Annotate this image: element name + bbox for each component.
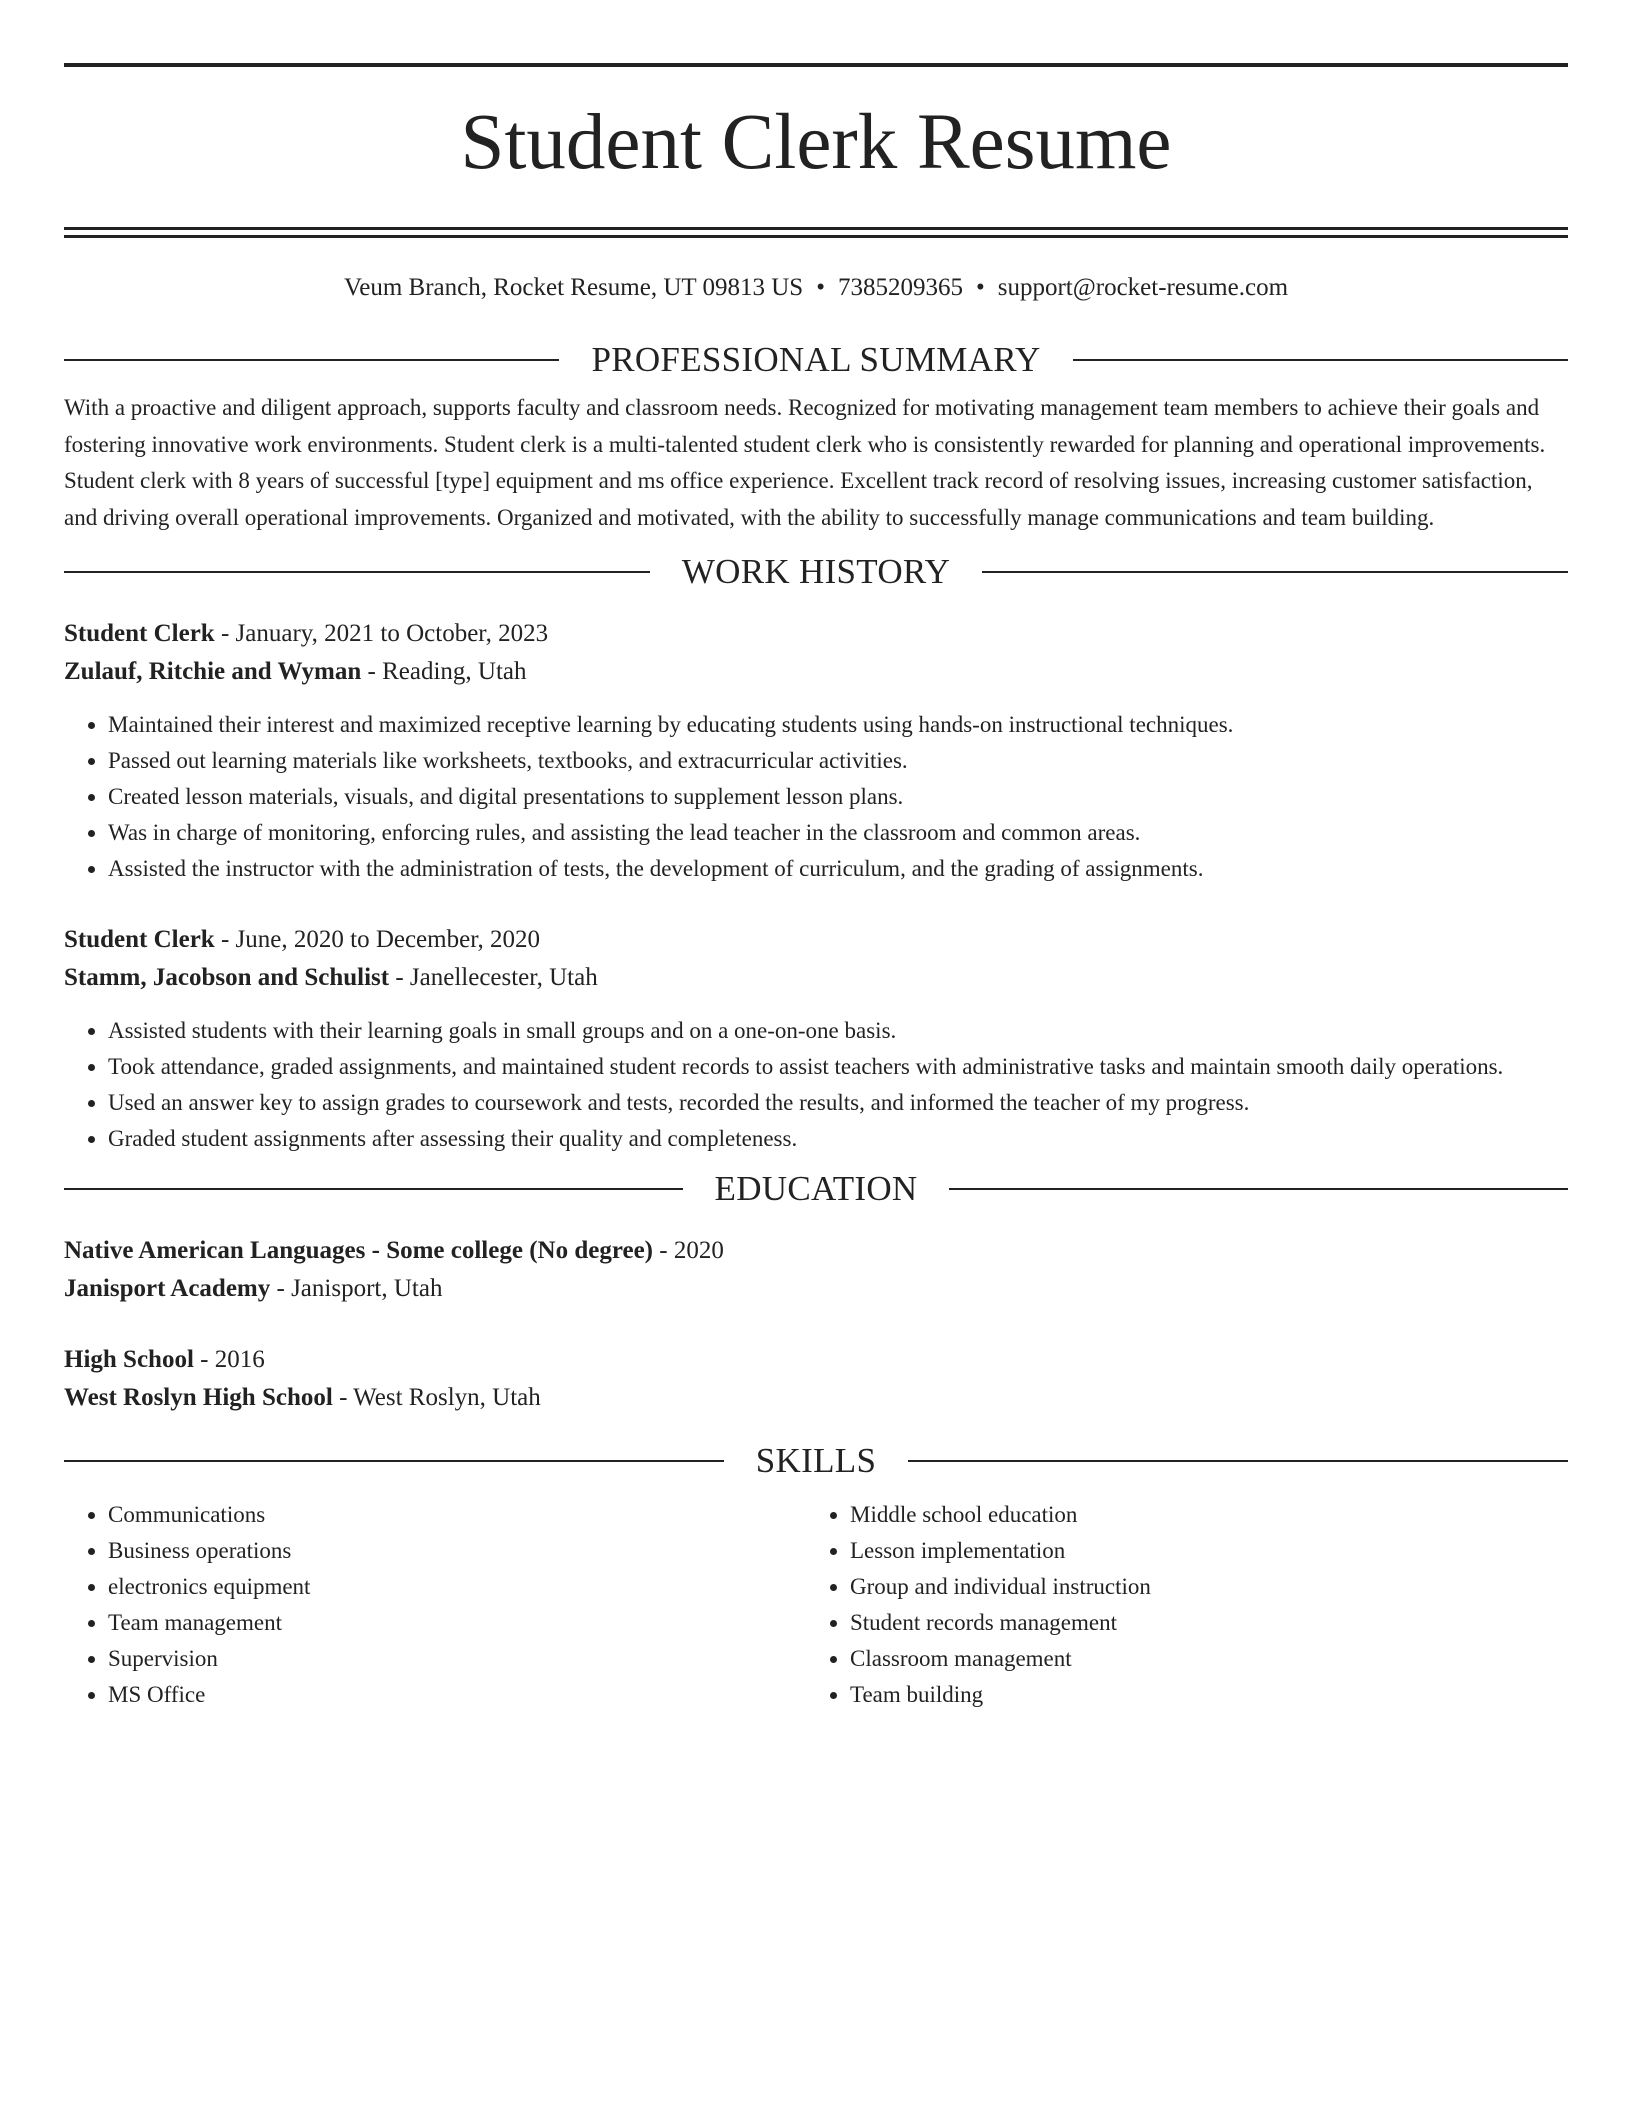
summary-text: With a proactive and diligent approach, supports faculty and classroom needs. Recognized for motivating management team members to achieve their goals and fostering innovative work environments. Student clerk is a multi-talented student clerk who is consistently rewarded for planning and operational improvements. Student clerk with 8 years of successful [type] equipment and ms office experience. Excellent track record of resolving issues, increasing customer satisfaction, and driving overall operational improvements. Organized and motivated, with the ability to successfully manage communications and team building.: [64, 395, 1546, 530]
skills-columns: [64, 1497, 1568, 1713]
job-dates: - January, 2021 to October, 2023: [214, 620, 549, 647]
school-name: West Roslyn High School: [64, 1384, 333, 1411]
education-heading-label: EDUCATION: [714, 1169, 918, 1208]
degree-name: High School: [64, 1346, 194, 1373]
skill-item: • Middle school education: [850, 1497, 1548, 1533]
degree-line: [64, 1232, 1568, 1270]
summary-heading: [64, 340, 1568, 380]
list-item: • Maintained their interest and maximized receptive learning by educating students using hands-on instructional techniques.: [108, 707, 1568, 743]
contact-line: [64, 272, 1568, 304]
degree-line: [64, 1341, 1568, 1379]
degree-year: - 2020: [653, 1237, 724, 1264]
job-company-line: [64, 653, 1568, 691]
education-heading: [64, 1169, 1568, 1209]
school-line: [64, 1270, 1568, 1308]
skill-item: • Student records management: [850, 1605, 1548, 1641]
list-item: • Took attendance, graded assignments, and maintained student records to assist teachers with administrative tasks and maintain smooth daily operations.: [108, 1049, 1568, 1085]
skill-item: • Lesson implementation: [850, 1533, 1548, 1569]
resume-title: Student Clerk Resume: [460, 99, 1172, 186]
skill-item: • MS Office: [108, 1677, 806, 1713]
skill-item: • Communications: [108, 1497, 806, 1533]
work-heading-label: WORK HISTORY: [681, 552, 951, 591]
skill-item: • Team management: [108, 1605, 806, 1641]
job-location: - Janellecester, Utah: [389, 964, 598, 991]
job-entry: [64, 921, 1568, 1157]
contact-separator: •: [975, 274, 985, 301]
skill-item: • electronics equipment: [108, 1569, 806, 1605]
contact-address: Veum Branch, Rocket Resume, UT 09813 US: [343, 274, 804, 301]
degree-name: Native American Languages - Some college (No degree): [64, 1237, 653, 1264]
list-item: • Created lesson materials, visuals, and digital presentations to supplement lesson plans.: [108, 779, 1568, 815]
job-title: Student Clerk: [64, 926, 215, 953]
school-location: - Janisport, Utah: [270, 1275, 443, 1302]
list-item: • Assisted the instructor with the administration of tests, the development of curriculum, and the grading of assignments.: [108, 851, 1568, 887]
degree-year: - 2016: [193, 1346, 265, 1373]
job-company-line: [64, 959, 1568, 997]
contact-separator: •: [816, 274, 825, 301]
summary-heading-label: PROFESSIONAL SUMMARY: [591, 340, 1041, 379]
skills-right-list: [806, 1497, 1548, 1713]
skill-item: • Business operations: [108, 1533, 806, 1569]
school-location: - West Roslyn, Utah: [332, 1384, 541, 1411]
school-name: Janisport Academy: [64, 1275, 271, 1302]
school-line: [64, 1379, 1568, 1417]
skills-heading: [64, 1441, 1568, 1481]
list-item: • Graded student assignments after assessing their quality and completeness.: [108, 1121, 1568, 1157]
list-item: • Assisted students with their learning goals in small groups and on a one-on-one basis.: [108, 1013, 1568, 1049]
skill-item: • Classroom management: [850, 1641, 1548, 1677]
job-bullets: [64, 707, 1568, 887]
job-title-line: [64, 921, 1568, 959]
contact-email: support@rocket-resume.com: [997, 274, 1289, 301]
job-bullets: [64, 1013, 1568, 1157]
title-double-rule: [64, 227, 1568, 238]
contact-phone: 7385209365: [837, 274, 963, 301]
list-item: • Was in charge of monitoring, enforcing rules, and assisting the lead teacher in the classroom and common areas.: [108, 815, 1568, 851]
skills-left-list: [64, 1497, 806, 1713]
education-entry: [64, 1341, 1568, 1417]
list-item: • Passed out learning materials like worksheets, textbooks, and extracurricular activities.: [108, 743, 1568, 779]
skill-item: • Team building: [850, 1677, 1548, 1713]
job-title: Student Clerk: [64, 620, 215, 647]
skill-item: • Supervision: [108, 1641, 806, 1677]
skill-item: • Group and individual instruction: [850, 1569, 1548, 1605]
job-location: - Reading, Utah: [361, 658, 527, 685]
job-company: Stamm, Jacobson and Schulist: [64, 964, 390, 991]
top-rule: [64, 63, 1568, 67]
job-entry: [64, 615, 1568, 887]
list-item: • Used an answer key to assign grades to coursework and tests, recorded the results, and informed the teacher of my progress.: [108, 1085, 1568, 1121]
job-company: Zulauf, Ritchie and Wyman: [64, 658, 362, 685]
job-title-line: [64, 615, 1568, 653]
education-entry: [64, 1232, 1568, 1308]
skills-heading-label: SKILLS: [755, 1441, 877, 1480]
work-heading: [64, 552, 1568, 592]
job-dates: - June, 2020 to December, 2020: [214, 926, 541, 953]
